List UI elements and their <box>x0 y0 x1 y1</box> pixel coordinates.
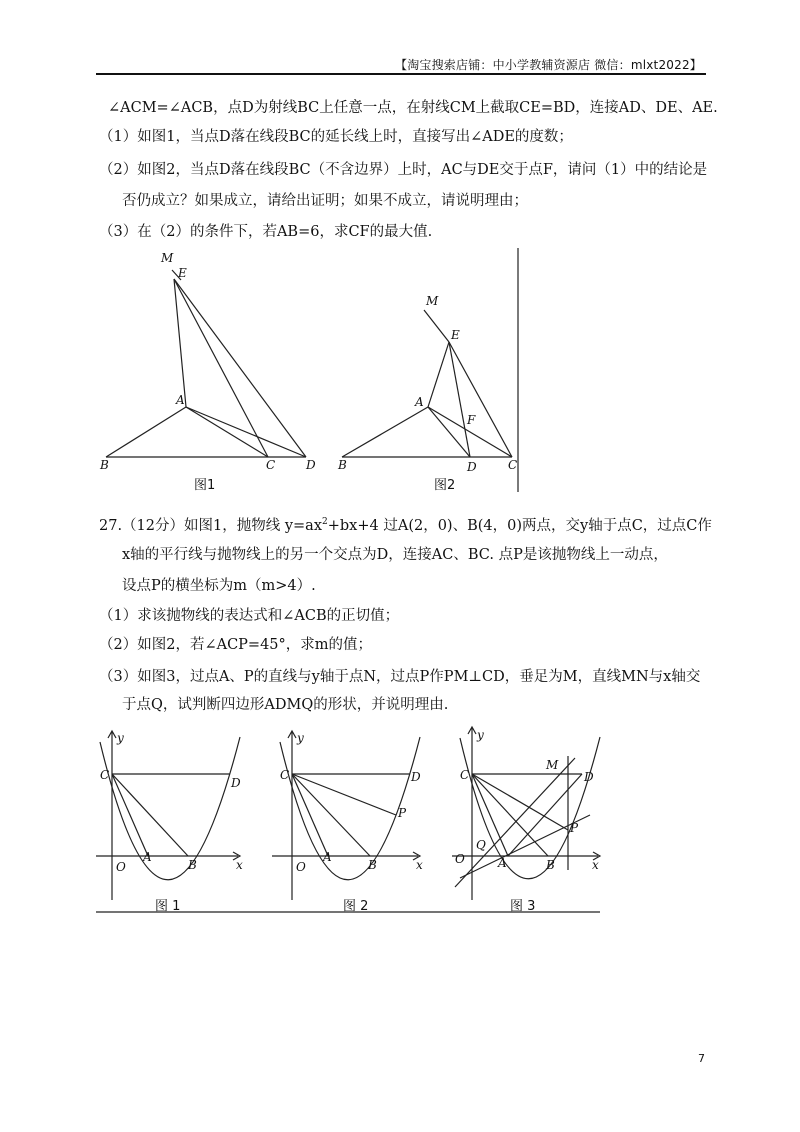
p27-q3-a: （3）如图3，过点A、P的直线与y轴于点N，过点P作PM⊥CD，垂足为M，直线MN与x轴交 <box>99 669 701 685</box>
p27-line2: x轴的平行线与抛物线上的另一个交点为D，连接AC、BC. 点P是该抛物线上一动点， <box>122 547 668 563</box>
p27-fig1-label-A: A <box>143 850 152 864</box>
p27-fig2-label-A: A <box>323 850 332 864</box>
p27-fig3-label-B: B <box>546 858 555 872</box>
p27-fig1-label-y: y <box>117 731 124 745</box>
p27-fig3-caption: 图 3 <box>510 899 536 914</box>
p27-fig3-label-y: y <box>477 728 484 742</box>
p27-line1-post: +bx+4 过A(2，0)、B(4，0)两点，交y轴于点C，过点C作 <box>327 517 712 534</box>
p26-fig1-label-D: D <box>306 458 316 472</box>
p27-fig2-label-O: O <box>296 860 306 874</box>
p27-fig3-label-M: M <box>546 758 559 772</box>
p26-q2-a: （2）如图2，当点D落在线段BC（不含边界）上时，AC与DE交于点F，请问（1）中的结论是 <box>99 162 708 178</box>
p27-fig3-label-P: P <box>570 821 579 835</box>
p27-fig3-label-Q: Q <box>476 838 486 852</box>
p27-q1: （1）求该抛物线的表达式和∠ACB的正切值； <box>99 608 400 624</box>
p26-q1: （1）如图1，当点D落在线段BC的延长线上时，直接写出∠ADE的度数； <box>99 129 573 145</box>
p26-fig1-label-C: C <box>266 458 276 472</box>
p27-fig1-graph <box>96 731 240 900</box>
p26-fig2-label-C: C <box>508 458 518 472</box>
p27-fig1-label-x: x <box>236 858 243 872</box>
p27-fig3-label-C: C <box>460 768 470 782</box>
p27-fig2-label-x: x <box>416 858 423 872</box>
p27-fig1-label-D: D <box>231 776 241 790</box>
p27-line3: 设点P的横坐标为m（m>4）. <box>122 578 316 594</box>
p27-fig3-label-D: D <box>584 770 594 784</box>
p27-q3-b: 于点Q，试判断四边形ADMQ的形状，并说明理由. <box>122 697 449 713</box>
p27-fig3-label-O: O <box>455 852 465 866</box>
p26-fig1-label-B: B <box>100 458 109 472</box>
p26-fig1-caption: 图1 <box>194 478 216 493</box>
p27-fig2-label-y: y <box>297 731 304 745</box>
p26-line1: ∠ACM=∠ACB，点D为射线BC上任意一点，在射线CM上截取CE=BD，连接AD、DE、AE. <box>108 100 718 116</box>
p27-fig1-label-O: O <box>116 860 126 874</box>
p26-fig2-label-F: F <box>467 413 476 427</box>
p26-fig2-label-M: M <box>426 294 439 308</box>
p27-line1-pre: 27.（12分）如图1，抛物线 y=ax <box>99 517 323 534</box>
p26-fig2-label-A: A <box>415 395 424 409</box>
p27-fig3-graph <box>452 727 600 900</box>
p26-fig2-caption: 图2 <box>434 478 456 493</box>
p26-fig2-label-E: E <box>451 328 460 342</box>
page-number: 7 <box>698 1052 705 1065</box>
p27-fig1-caption: 图 1 <box>155 899 181 914</box>
p27-line1-sup: 2 <box>322 517 328 527</box>
p27-fig2-label-D: D <box>411 770 421 784</box>
p27-fig3-label-A: A <box>498 856 507 870</box>
p27-fig2-label-C: C <box>280 768 290 782</box>
p27-fig1-label-C: C <box>100 768 110 782</box>
header-note: 【淘宝搜索店铺：中小学教辅资源店 微信：mlxt2022】 <box>395 58 702 72</box>
p27-fig2-label-P: P <box>398 806 407 820</box>
p26-q3: （3）在（2）的条件下，若AB=6，求CF的最大值. <box>99 224 433 240</box>
p26-fig1-label-A: A <box>176 393 185 407</box>
p26-fig1-label-E: E <box>178 266 187 280</box>
p26-fig2-label-D: D <box>467 460 477 474</box>
p27-fig1-label-B: B <box>188 858 197 872</box>
p27-q2: （2）如图2，若∠ACP=45°，求m的值； <box>99 637 373 653</box>
p27-fig3-label-x: x <box>592 858 599 872</box>
p27-fig2-caption: 图 2 <box>343 899 369 914</box>
p26-fig2-label-B: B <box>338 458 347 472</box>
p26-fig1-label-M: M <box>161 251 174 265</box>
p27-fig2-label-B: B <box>368 858 377 872</box>
p26-q2-b: 否仍成立？如果成立，请给出证明；如果不成立，请说明理由； <box>122 193 528 209</box>
